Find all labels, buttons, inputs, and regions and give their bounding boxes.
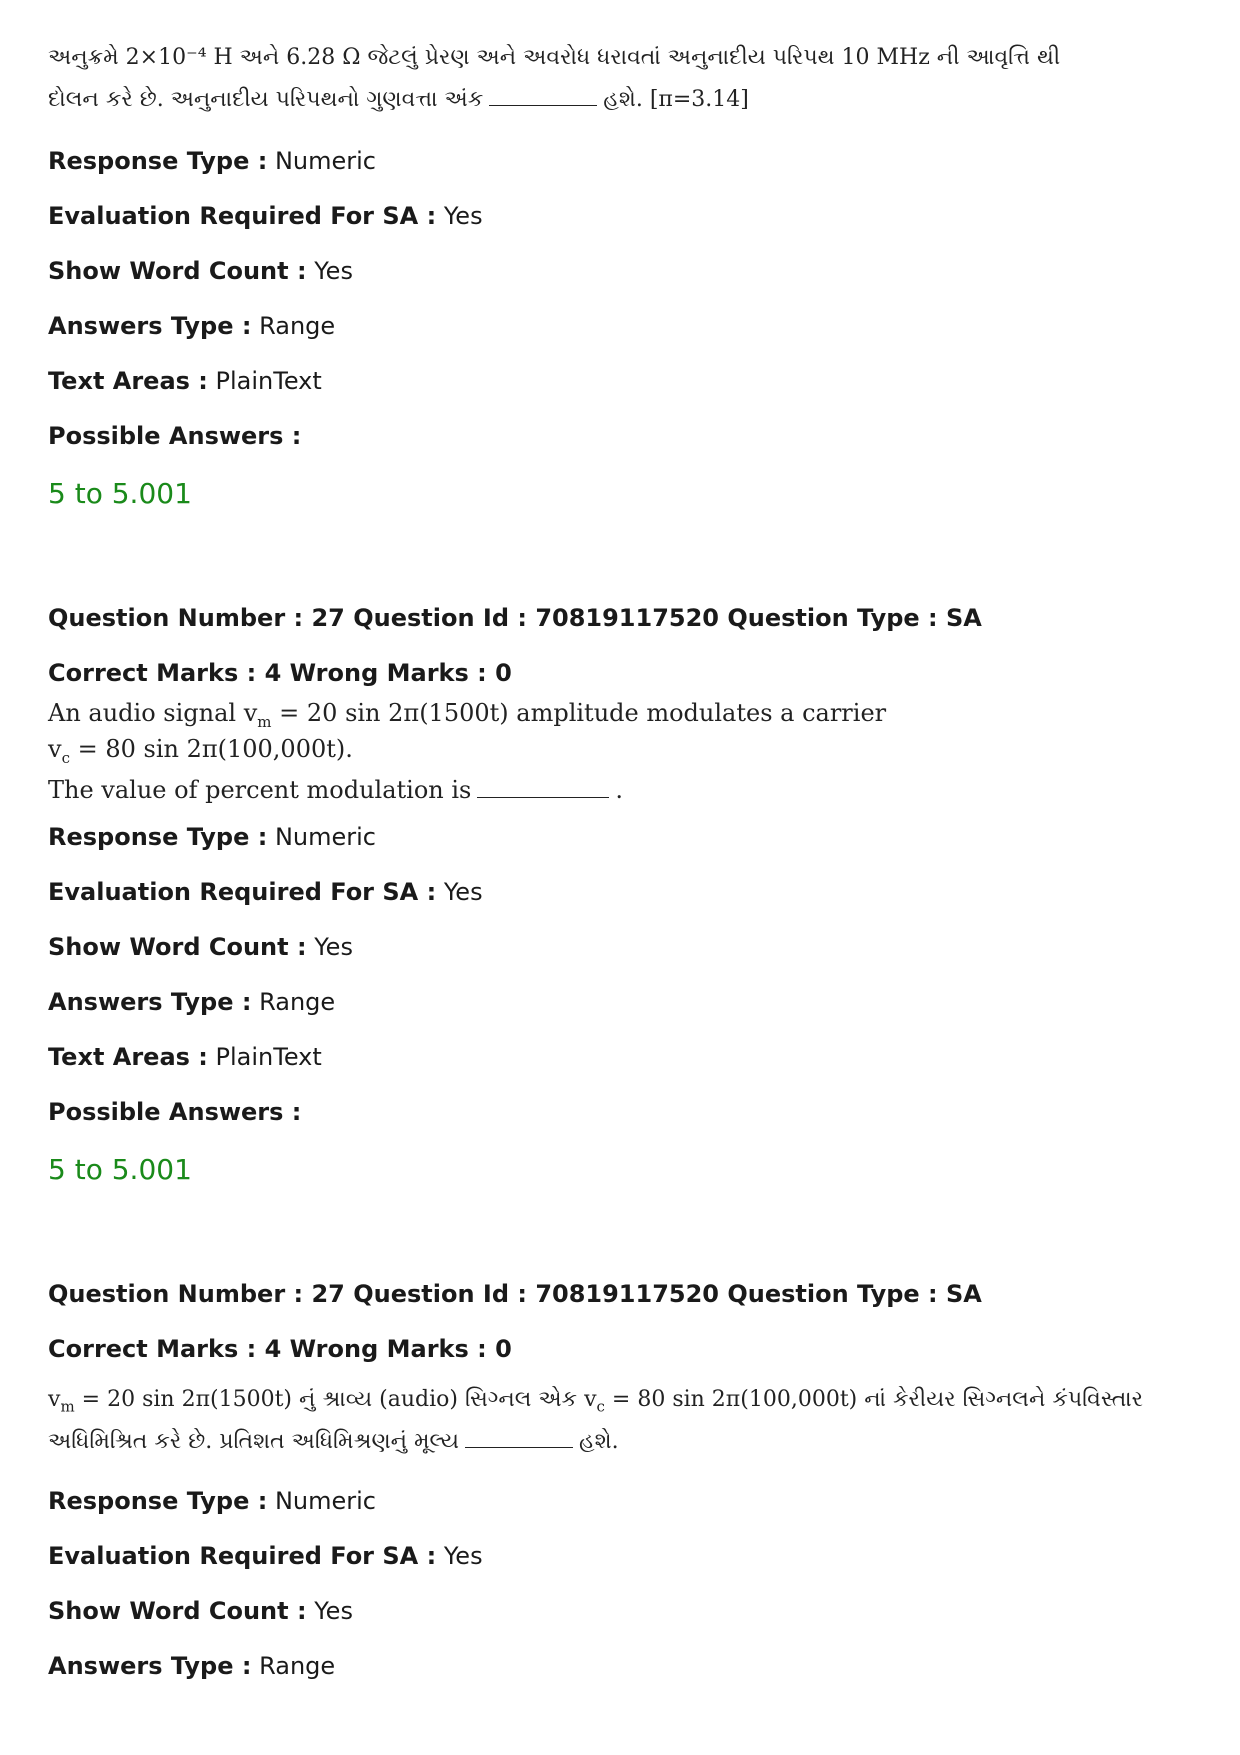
question-text-line — [48, 80, 749, 120]
field-value: Range — [259, 1652, 336, 1680]
field-label: Possible Answers : — [48, 1098, 302, 1126]
field-label: Possible Answers : — [48, 422, 302, 450]
question-text-segment: An audio signal v — [48, 699, 258, 727]
text-areas-field — [48, 1042, 322, 1072]
answer-blank — [489, 87, 597, 106]
possible-answer-value: 5 to 5.001 — [48, 1153, 192, 1186]
field-value: Numeric — [274, 823, 376, 851]
field-value: Yes — [443, 878, 483, 906]
question-text-segment: v — [48, 735, 62, 763]
question-text-segment: = 80 sin 2π(100,000t). — [69, 735, 353, 763]
question-text-segment: . — [615, 776, 624, 804]
field-label: Show Word Count : — [48, 257, 307, 285]
subscript: c — [596, 1397, 605, 1416]
response-type-field — [48, 822, 376, 852]
answers-type-field — [48, 311, 335, 341]
question-text-segment: દોલન કરે છે. અનુનાદીય પરિપથનો ગુણવત્તા અંક — [48, 87, 484, 112]
field-value: PlainText — [215, 1043, 322, 1071]
question-text-line — [48, 1422, 619, 1462]
field-value: Range — [259, 988, 336, 1016]
field-label: Response Type : — [48, 1487, 268, 1515]
possible-answers-field — [48, 421, 301, 451]
response-type-field — [48, 146, 376, 176]
field-label: Evaluation Required For SA : — [48, 878, 437, 906]
question-text-segment: = 20 sin 2π(1500t) નું શ્રાવ્ય (audio) સિગ્નલ એક v — [74, 1387, 597, 1412]
question-text-segment: = 20 sin 2π(1500t) amplitude modulates a carrier — [271, 699, 887, 727]
field-label: Response Type : — [48, 823, 268, 851]
field-label: Show Word Count : — [48, 1597, 307, 1625]
field-label: Show Word Count : — [48, 933, 307, 961]
question-text-segment: હશે. [π=3.14] — [603, 87, 749, 112]
marks-line: Correct Marks : 4 Wrong Marks : 0 — [48, 1335, 512, 1363]
question-text-line — [48, 732, 353, 775]
field-label: Evaluation Required For SA : — [48, 1542, 437, 1570]
marks-line: Correct Marks : 4 Wrong Marks : 0 — [48, 659, 512, 687]
answer-blank — [465, 1429, 573, 1448]
evaluation-required-field — [48, 201, 483, 231]
field-value: Range — [259, 312, 336, 340]
field-label: Text Areas : — [48, 367, 208, 395]
question-header: Question Number : 27 Question Id : 70819117520 Question Type : SA — [48, 604, 982, 632]
field-value: Yes — [314, 257, 353, 285]
subscript: m — [257, 712, 272, 731]
field-label: Answers Type : — [48, 312, 252, 340]
show-word-count-field — [48, 932, 353, 962]
field-label: Answers Type : — [48, 1652, 252, 1680]
answers-type-field — [48, 987, 335, 1017]
subscript: m — [60, 1397, 75, 1416]
question-text-line — [48, 773, 623, 807]
field-label: Response Type : — [48, 147, 268, 175]
answers-type-field — [48, 1651, 335, 1681]
question-text-segment: હશે. — [579, 1429, 619, 1454]
text-areas-field — [48, 366, 322, 396]
question-text-segment: = 80 sin 2π(100,000t) નાં કેરીયર સિગ્નલને કંપવિસ્તાર — [604, 1387, 1144, 1412]
subscript: c — [61, 748, 70, 767]
field-value: Numeric — [274, 147, 376, 175]
field-label: Text Areas : — [48, 1043, 208, 1071]
question-text-segment: The value of percent modulation is — [48, 776, 472, 804]
show-word-count-field — [48, 1596, 353, 1626]
field-value: Yes — [443, 1542, 483, 1570]
field-label: Answers Type : — [48, 988, 252, 1016]
question-text-segment: v — [48, 1387, 61, 1412]
field-value: Yes — [314, 933, 353, 961]
question-text-line — [48, 1380, 1143, 1426]
field-value: Numeric — [274, 1487, 376, 1515]
field-label: Evaluation Required For SA : — [48, 202, 437, 230]
show-word-count-field — [48, 256, 353, 286]
question-header: Question Number : 27 Question Id : 70819117520 Question Type : SA — [48, 1280, 982, 1308]
field-value: Yes — [443, 202, 483, 230]
question-text-line: અનુક્રમે 2×10⁻⁴ H અને 6.28 Ω જેટલું પ્રેરણ અને અવરોધ ધરાવતાં અનુનાદીય પરિપથ 10 MHz ની આવૃત્તિ થી — [48, 45, 1061, 70]
evaluation-required-field — [48, 877, 483, 907]
response-type-field — [48, 1486, 376, 1516]
answer-blank — [477, 779, 609, 798]
possible-answer-value: 5 to 5.001 — [48, 477, 192, 510]
possible-answers-field — [48, 1097, 301, 1127]
field-value: PlainText — [215, 367, 322, 395]
field-value: Yes — [314, 1597, 353, 1625]
question-text-segment: અધિમિશ્રિત કરે છે. પ્રતિશત અધિમિશ્રણનું મૂલ્ય — [48, 1429, 460, 1454]
evaluation-required-field — [48, 1541, 483, 1571]
